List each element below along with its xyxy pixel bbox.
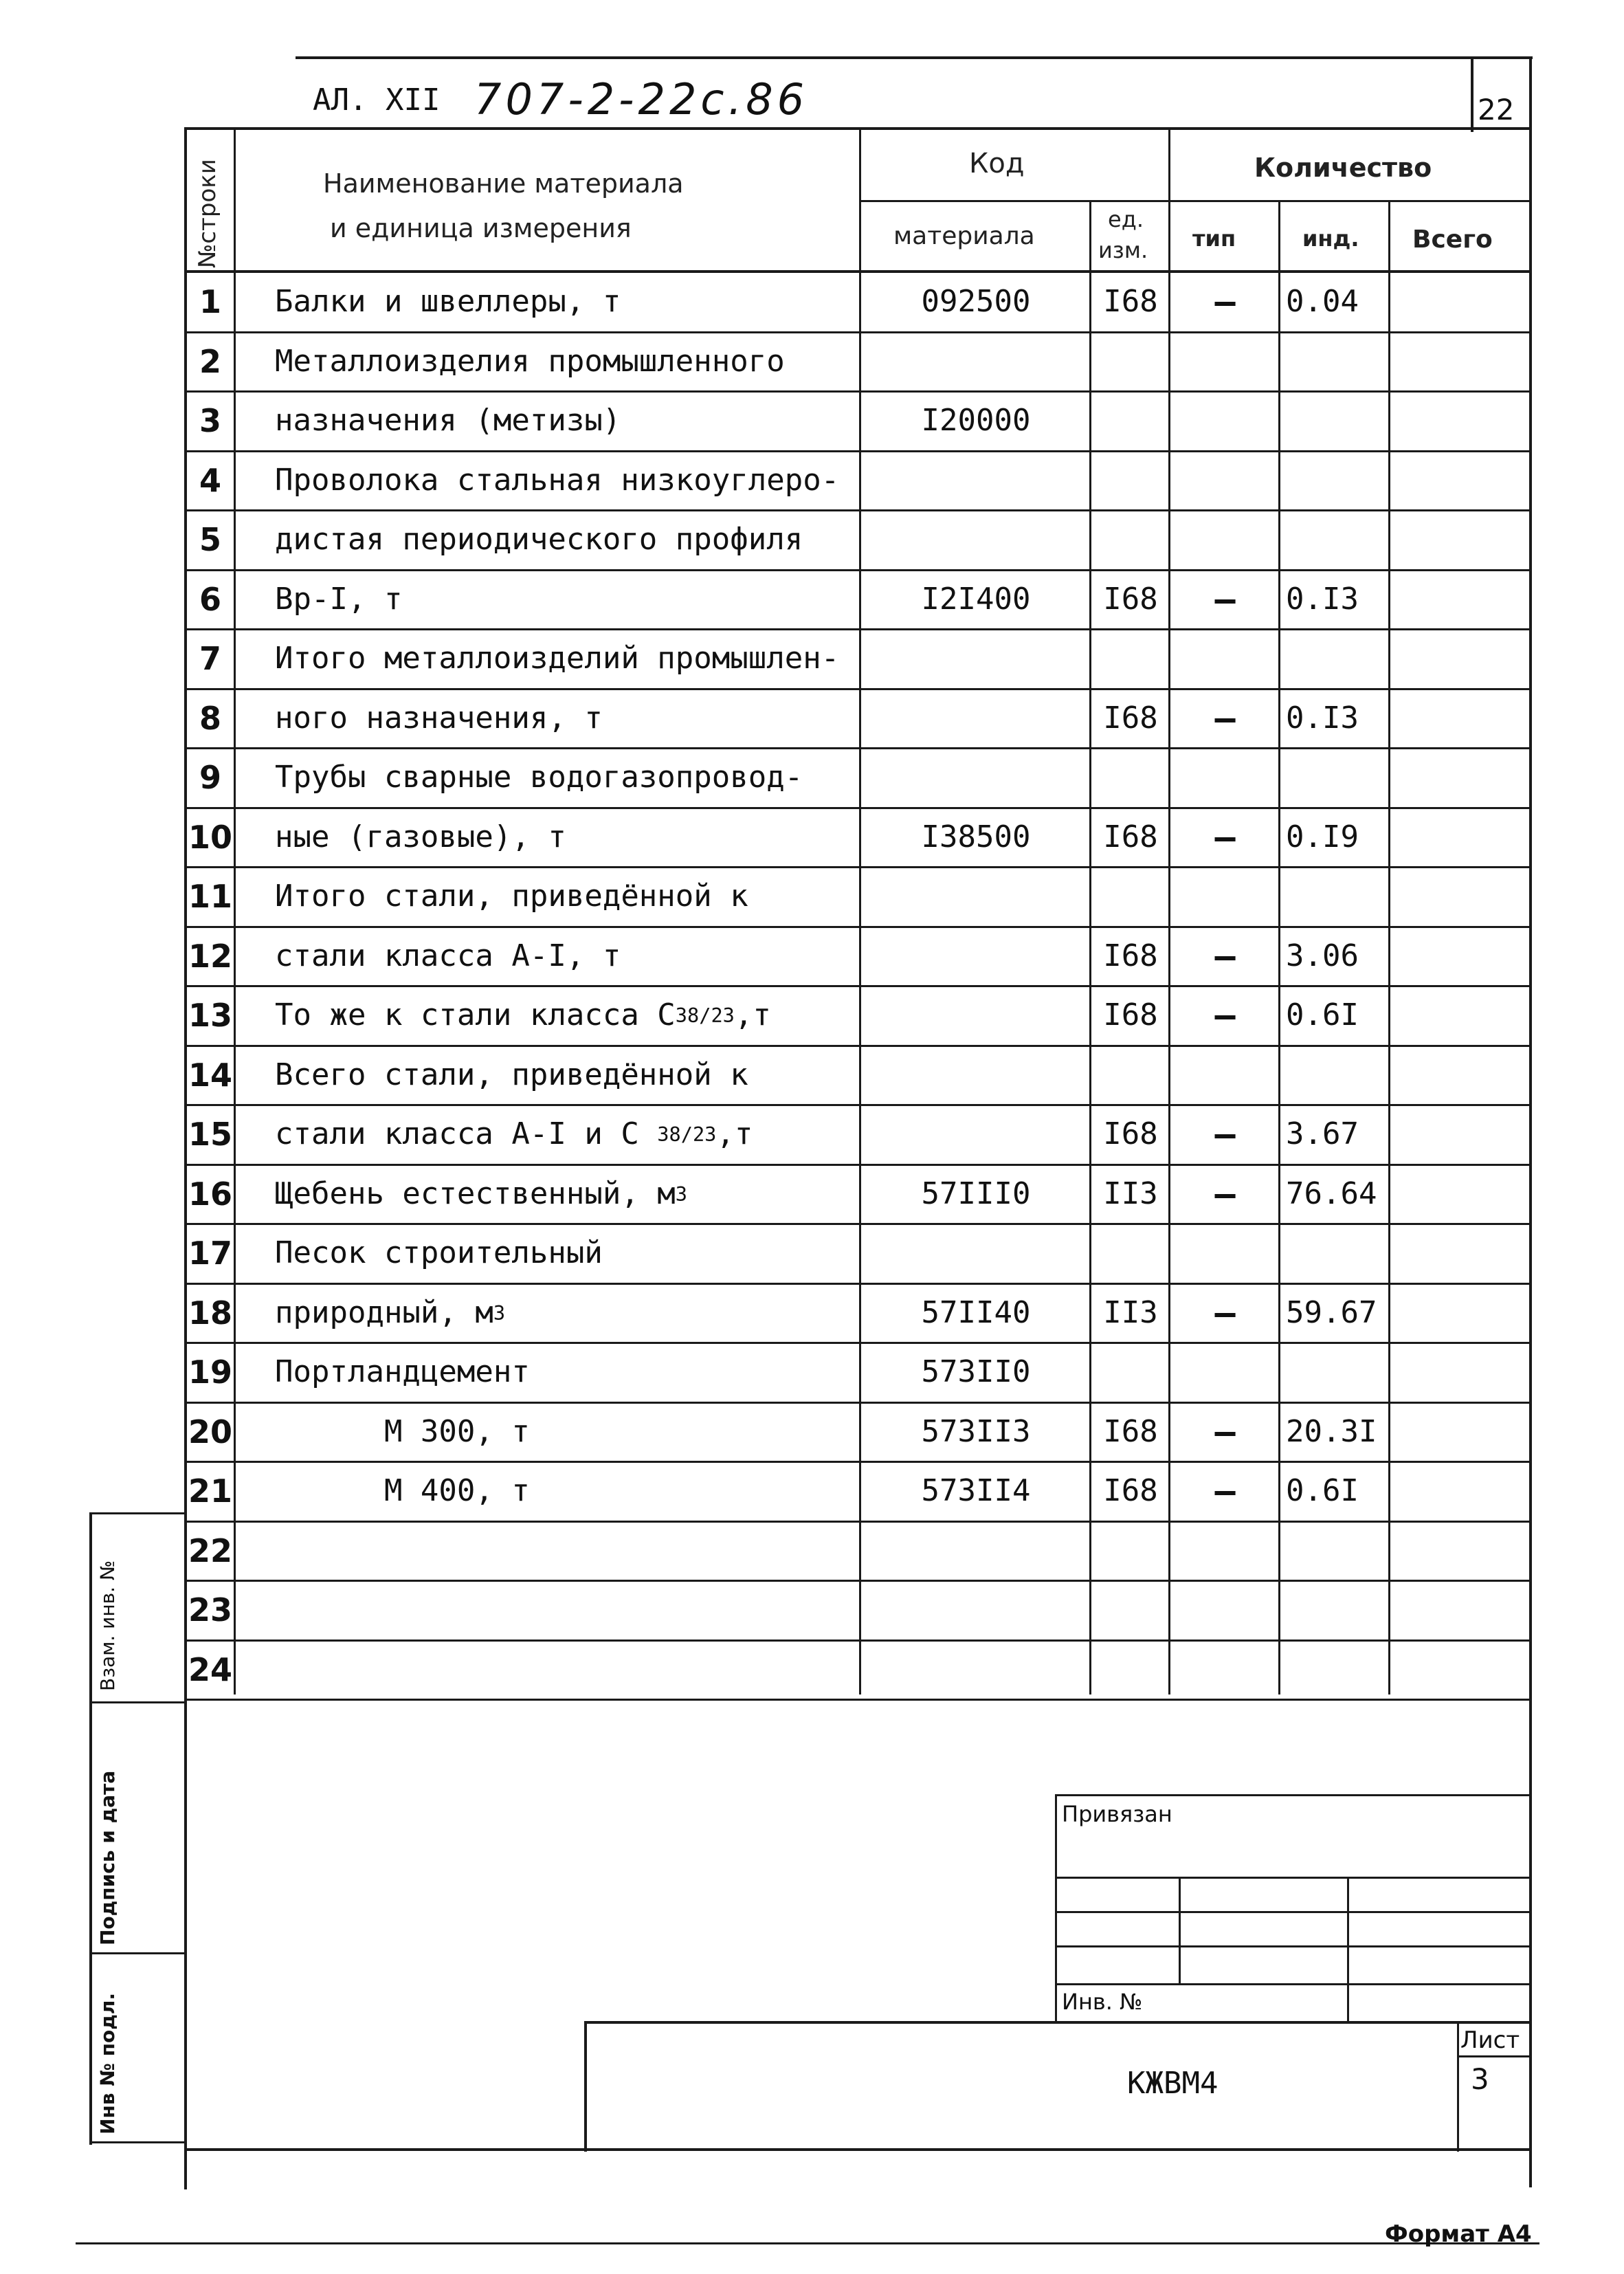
row-20-code: 573II3 [921, 1414, 1031, 1449]
side-stamp-line-2 [89, 1952, 186, 1954]
row-14-tip [1172, 1045, 1278, 1105]
row-21-ind: 0.6I [1286, 1473, 1359, 1508]
row-14-vsego [1392, 1045, 1533, 1105]
stamp-inv-no: Инв. № [1062, 1989, 1143, 2015]
row-2-n: 2 [199, 342, 221, 380]
row-24-tip [1172, 1640, 1278, 1699]
row-2-tip [1172, 331, 1278, 391]
stamp-line-1 [1055, 1877, 1531, 1879]
row-9-ind [1282, 747, 1392, 807]
row-10-tip: — [1214, 817, 1236, 857]
row-3-unit [1093, 390, 1168, 450]
row-16-unit: II3 [1103, 1176, 1158, 1211]
row-4-code [863, 450, 1089, 510]
row-13-code [863, 985, 1089, 1045]
row-22-ind [1282, 1521, 1392, 1580]
row-11-ind [1282, 866, 1392, 926]
stamp-top-line [1055, 1794, 1531, 1796]
row-1-ind: 0.04 [1286, 284, 1359, 319]
row-10-name: ные (газовые), т [275, 819, 566, 854]
row-1-name: Балки и швеллеры, т [275, 284, 621, 319]
row-2-code [863, 331, 1089, 391]
row-15-n: 15 [188, 1115, 232, 1153]
album-label: АЛ. XII [313, 82, 441, 118]
row-23-ind [1282, 1580, 1392, 1640]
row-13-ind: 0.6I [1286, 997, 1359, 1033]
row-4-n: 4 [199, 461, 221, 499]
row-8-tip: — [1214, 698, 1236, 738]
header-name-line2: и единица измерения [330, 213, 632, 243]
row-20-tip: — [1214, 1411, 1236, 1452]
side-vzam-inv: Взам. инв. № [96, 1560, 119, 1691]
row-5-tip [1172, 509, 1278, 569]
row-20-unit: I68 [1103, 1414, 1158, 1449]
row-4-vsego [1392, 450, 1533, 510]
row-13-name-sup: 38/23 [675, 1003, 735, 1027]
row-10-n: 10 [188, 818, 232, 856]
row-24-name [237, 1640, 893, 1699]
row-23-n: 23 [188, 1591, 232, 1629]
stamp-line-2 [1055, 1911, 1531, 1913]
side-podpis-data: Подпись и дата [96, 1770, 119, 1945]
row-5-name: дистая периодического профиля [275, 522, 803, 557]
row-1-code: 092500 [921, 284, 1031, 319]
row-16-ind: 76.64 [1286, 1176, 1377, 1211]
row-2-name: Металлоизделия промышленного [275, 344, 785, 379]
row-24-ind [1282, 1640, 1392, 1699]
row-3-n: 3 [199, 401, 221, 439]
row-9-name: Трубы сварные водогазопровод- [275, 760, 803, 795]
stamp-line-4 [1055, 1983, 1531, 1985]
header-kod: Код [969, 148, 1025, 179]
row-18-vsego [1392, 1283, 1533, 1343]
header-vsego: Всего [1412, 225, 1493, 254]
row-8-n: 8 [199, 699, 221, 737]
stamp-privyazan: Привязан [1062, 1801, 1172, 1827]
col-line-num [234, 127, 236, 1695]
row-12-unit: I68 [1103, 938, 1158, 973]
row-12-code [863, 926, 1089, 986]
row-23-tip [1172, 1580, 1278, 1640]
row-5-n: 5 [199, 520, 221, 558]
row-9-tip [1172, 747, 1278, 807]
row-7-code [863, 628, 1089, 688]
row-21-name: М 400, т [275, 1473, 530, 1508]
row-6-ind: 0.I3 [1286, 582, 1359, 617]
row-21-unit: I68 [1103, 1473, 1158, 1508]
row-8-name: ного назначения, т [275, 700, 603, 736]
row-11-tip [1172, 866, 1278, 926]
row-1-unit: I68 [1103, 284, 1158, 319]
stamp-line-3 [1055, 1945, 1531, 1947]
row-15-name-sup: 38/23 [657, 1122, 717, 1146]
row-23-name [237, 1580, 893, 1640]
row-9-code [863, 747, 1089, 807]
row-13-tip: — [1214, 995, 1236, 1035]
row-5-vsego [1392, 509, 1533, 569]
row-23-vsego [1392, 1580, 1533, 1640]
stamp-col-1 [1179, 1877, 1181, 1983]
row-4-ind [1282, 450, 1392, 510]
row-6-n: 6 [199, 580, 221, 618]
row-22-vsego [1392, 1521, 1533, 1580]
row-18-code: 57II40 [921, 1295, 1031, 1330]
row-6-name: Вр-I, т [275, 582, 403, 617]
row-6-code: I2I400 [921, 582, 1031, 617]
row-4-tip [1172, 450, 1278, 510]
header-mid-line [859, 200, 1531, 202]
row-15-name-text: стали класса А-I и С [275, 1116, 658, 1151]
row-10-ind: 0.I9 [1286, 819, 1359, 854]
row-5-code [863, 509, 1089, 569]
row-8-vsego [1392, 688, 1533, 748]
row-22-code [863, 1521, 1089, 1580]
row-14-code [863, 1045, 1089, 1105]
header-rownum: №строки [194, 159, 221, 268]
row-18-ind: 59.67 [1286, 1295, 1377, 1330]
page-bottom-line [76, 2242, 1539, 2244]
row-11-code [863, 866, 1089, 926]
row-16-n: 16 [188, 1175, 232, 1213]
project-code: 707-2-22с.86 [474, 74, 809, 124]
row-13-name-tail: ,т [734, 997, 771, 1033]
side-inv-podl: Инв № подл. [96, 1992, 119, 2134]
row-22-tip [1172, 1521, 1278, 1580]
row-18-name-text: природный, м [275, 1295, 493, 1330]
col-line-tip [1278, 200, 1280, 1695]
side-stamp-line-1 [89, 1701, 186, 1703]
row-19-tip [1172, 1342, 1278, 1402]
row-3-vsego [1392, 390, 1533, 450]
row-14-unit [1093, 1045, 1168, 1105]
row-17-unit [1093, 1223, 1168, 1283]
row-15-name-tail: ,т [716, 1116, 753, 1151]
row-23-code [863, 1580, 1089, 1640]
row-11-n: 11 [188, 877, 232, 915]
row-7-tip [1172, 628, 1278, 688]
header-ed: ед. [1108, 206, 1144, 232]
row-18-unit: II3 [1103, 1295, 1158, 1330]
row-16-tip: — [1214, 1173, 1236, 1214]
row-17-name: Песок строительный [275, 1235, 603, 1270]
row-21-tip: — [1214, 1470, 1236, 1511]
row-7-vsego [1392, 628, 1533, 688]
row-19-name: Портландцемент [275, 1354, 530, 1389]
bottom-border-line [184, 2148, 1531, 2151]
row-12-vsego [1392, 926, 1533, 986]
row-22-name [237, 1521, 893, 1580]
col-line-unit [1168, 127, 1170, 1695]
row-20-ind: 20.3I [1286, 1414, 1377, 1449]
row-18-tip: — [1214, 1292, 1236, 1333]
row-15-ind: 3.67 [1286, 1116, 1359, 1151]
stamp-left-line [1055, 1794, 1057, 2021]
row-13-n: 13 [188, 996, 232, 1034]
doc-code: КЖВМ4 [1127, 2066, 1219, 2101]
row-14-name: Всего стали, приведённой к [275, 1057, 748, 1092]
row-2-unit [1093, 331, 1168, 391]
row-19-unit [1093, 1342, 1168, 1402]
row-21-n: 21 [188, 1472, 232, 1510]
col-line-code [1089, 200, 1091, 1695]
row-14-n: 14 [188, 1056, 232, 1094]
row-13-vsego [1392, 985, 1533, 1045]
row-16-code: 57III0 [921, 1176, 1031, 1211]
row-19-vsego [1392, 1342, 1533, 1402]
row-19-code: 573II0 [921, 1354, 1031, 1389]
row-9-n: 9 [199, 758, 221, 796]
row-7-ind [1282, 628, 1392, 688]
side-stamp-bottom-line [89, 2141, 186, 2143]
row-2-ind [1282, 331, 1392, 391]
row-20-n: 20 [188, 1413, 232, 1450]
row-1-vsego [1392, 272, 1533, 331]
titleblock-list-divider [1457, 2055, 1531, 2057]
row-10-vsego [1392, 807, 1533, 867]
row-3-code: I20000 [921, 403, 1031, 438]
row-24-unit [1093, 1640, 1168, 1699]
titleblock-list-line [1457, 2021, 1459, 2152]
titleblock-left-line [584, 2021, 587, 2152]
row-3-name: назначения (метизы) [275, 403, 621, 438]
row-24-code [863, 1640, 1089, 1699]
header-izm: изм. [1098, 237, 1148, 263]
row-12-n: 12 [188, 937, 232, 975]
row-24-n: 24 [188, 1651, 232, 1688]
row-22-n: 22 [188, 1532, 232, 1569]
row-3-tip [1172, 390, 1278, 450]
row-15-vsego [1392, 1104, 1533, 1164]
row-17-code [863, 1223, 1089, 1283]
row-16-name-text: Щебень естественный, м [275, 1176, 676, 1211]
row-17-tip [1172, 1223, 1278, 1283]
row-12-tip: — [1214, 936, 1236, 976]
row-17-n: 17 [188, 1234, 232, 1272]
row-14-ind [1282, 1045, 1392, 1105]
row-7-n: 7 [199, 639, 221, 677]
row-12-ind: 3.06 [1286, 938, 1359, 973]
row-15-unit: I68 [1103, 1116, 1158, 1151]
row-5-ind [1282, 509, 1392, 569]
row-23-unit [1093, 1580, 1168, 1640]
row-6-unit: I68 [1103, 582, 1158, 617]
header-ind: инд. [1302, 225, 1359, 252]
row-22-unit [1093, 1521, 1168, 1580]
row-13-unit: I68 [1103, 997, 1158, 1033]
row-13-name [237, 985, 893, 1045]
row-18-name [237, 1283, 893, 1343]
row-8-ind: 0.I3 [1286, 700, 1359, 736]
row-16-vsego [1392, 1164, 1533, 1224]
row-15-code [863, 1104, 1089, 1164]
row-8-unit: I68 [1103, 700, 1158, 736]
row-21-code: 573II4 [921, 1473, 1031, 1508]
format-label: Формат А4 [1385, 2220, 1532, 2248]
row-18-n: 18 [188, 1294, 232, 1332]
row-7-name: Итого металлоизделий промышлен- [275, 641, 840, 676]
row-20-name: М 300, т [275, 1414, 530, 1449]
titleblock-top-line [584, 2021, 1531, 2024]
row-20-vsego [1392, 1402, 1533, 1461]
table-top-line [184, 127, 1531, 130]
row-10-unit: I68 [1103, 819, 1158, 854]
row-16-name-sup: 3 [675, 1182, 688, 1206]
header-name-line1: Наименование материала [323, 168, 684, 199]
row-13-name-text: То же к стали класса С [275, 997, 676, 1033]
row-1-n: 1 [199, 283, 221, 320]
list-value: 3 [1471, 2062, 1489, 2096]
stamp-col-2 [1347, 1877, 1349, 2021]
row-8-code [863, 688, 1089, 748]
row-15-name [237, 1104, 893, 1164]
header-tip: тип [1192, 225, 1236, 252]
row-17-ind [1282, 1223, 1392, 1283]
row-3-ind [1282, 390, 1392, 450]
row-11-unit [1093, 866, 1168, 926]
header-material: материала [893, 222, 1035, 250]
row-2-vsego [1392, 331, 1533, 391]
row-11-name: Итого стали, приведённой к [275, 879, 748, 914]
row-9-unit [1093, 747, 1168, 807]
list-label: Лист [1460, 2027, 1520, 2054]
row-17-vsego [1392, 1223, 1533, 1283]
row-7-unit [1093, 628, 1168, 688]
row-6-tip: — [1214, 579, 1236, 619]
row-15-tip: — [1214, 1114, 1236, 1154]
row-1-tip: — [1214, 281, 1236, 322]
row-4-unit [1093, 450, 1168, 510]
row-4-name: Проволока стальная низкоуглеро- [275, 463, 840, 498]
row-12-name: стали класса А-I, т [275, 938, 621, 973]
page-number: 22 [1478, 93, 1515, 126]
row-5-unit [1093, 509, 1168, 569]
side-stamp-top-line [89, 1512, 186, 1514]
row-9-vsego [1392, 747, 1533, 807]
row-18-name-sup: 3 [493, 1301, 506, 1325]
row-10-code: I38500 [921, 819, 1031, 854]
row-19-ind [1282, 1342, 1392, 1402]
header-kolichestvo: Количество [1254, 153, 1432, 183]
row-16-name [237, 1164, 893, 1224]
row-6-vsego [1392, 569, 1533, 629]
row-11-vsego [1392, 866, 1533, 926]
row-24-vsego [1392, 1640, 1533, 1699]
row-19-n: 19 [188, 1353, 232, 1391]
row-21-vsego [1392, 1461, 1533, 1521]
side-stamp-left-line [89, 1512, 92, 2145]
